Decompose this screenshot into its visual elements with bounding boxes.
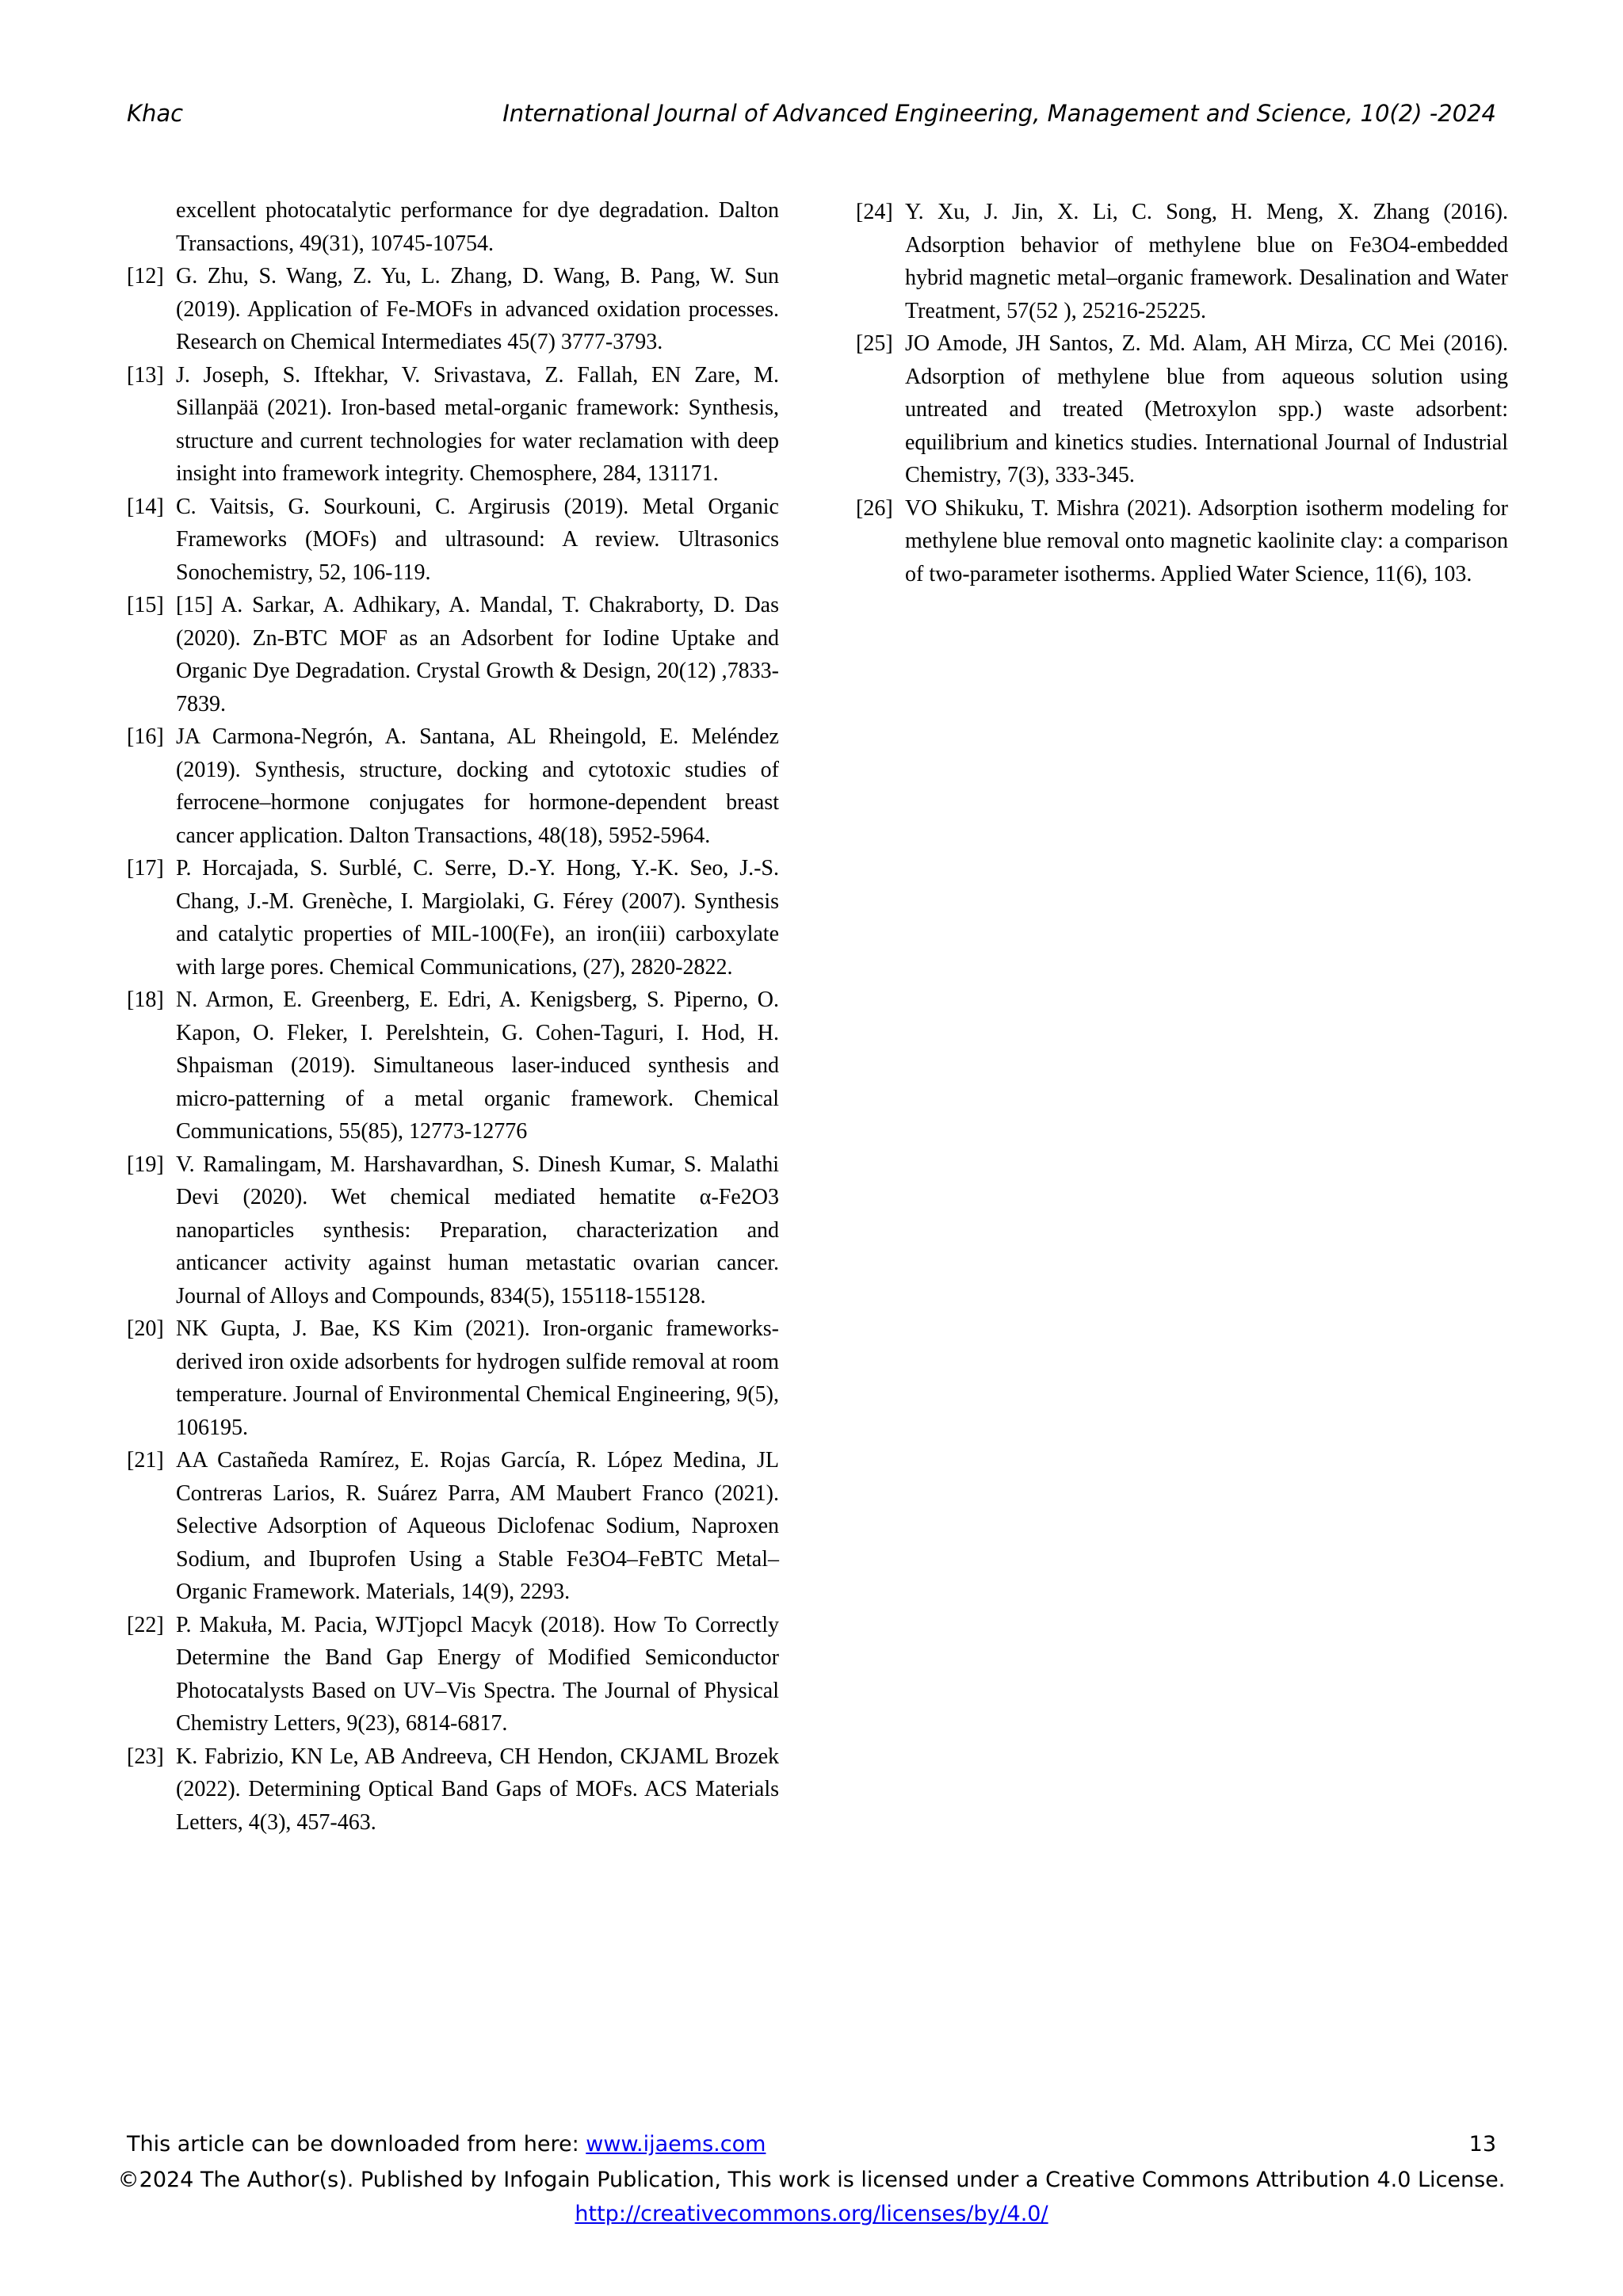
reference-text: K. Fabrizio, KN Le, AB Andreeva, CH Hendon, CKJAML Brozek (2022). Determining Optical Band Gaps of MOFs. ACS Materials Letters, 4(3), 457-463. [176,1744,779,1835]
reference-item [127,852,779,984]
reference-text: AA Castañeda Ramírez, E. Rojas García, R. López Medina, JL Contreras Larios, R. Suárez Parra, AM Maubert Franco (2021). Selective Adsorption of Aqueous Diclofenac Sodium, Naproxen Sodium, and Ibuprofen Using a Stable Fe3O4–FeBTC Metal–Organic Framework. Materials, 14(9), 2293. [176,1448,779,1604]
reference-number: [17] [127,856,164,881]
reference-item [127,1444,779,1609]
reference-text: P. Makuła, M. Pacia, WJTjopcl Macyk (2018). How To Correctly Determine the Band Gap Energy of Modified Semiconductor Photocatalysts Based on UV–Vis Spectra. The Journal of Physical Chemistry Letters, 9(23), 6814-6817. [176,1612,779,1736]
reference-text: excellent photocatalytic performance for dye degradation. Dalton Transactions, 49(31), 10745-10754. [176,198,779,256]
reference-item [127,194,779,260]
reference-text: Y. Xu, J. Jin, X. Li, C. Song, H. Meng, X. Zhang (2016). Adsorption behavior of methylene blue on Fe3O4-embedded hybrid magnetic metal–organic framework. Desalination and Water Treatment, 57(52 ), 25216-25225. [905,200,1508,323]
references-right-column [856,196,1508,590]
header-journal-title: International Journal of Advanced Engineering, Management and Science, 10(2) -2024 [502,100,1496,127]
header-author: Khac [127,100,184,127]
reference-number: [14] [127,494,164,519]
footer-download-line [127,2132,1496,2164]
running-header [127,100,1496,132]
reference-number: [15] [127,593,164,617]
reference-text: J. Joseph, S. Iftekhar, V. Srivastava, Z. Fallah, EN Zare, M. Sillanpää (2021). Iron-based metal-organic framework: Synthesis, structure and current technologies for water reclamation with deep insight into framework integrity. Chemosphere, 284, 131171. [176,362,779,486]
reference-number: [13] [127,362,164,388]
journal-website-link[interactable]: www.ijaems.com [586,2132,766,2157]
reference-item [127,1609,779,1740]
footer-license-text: ©2024 The Author(s). Published by Infogain Publication, This work is licensed under a Creative Commons Attribution 4.0 License. [117,2168,1506,2192]
reference-item [127,1312,779,1444]
reference-item [127,589,779,720]
reference-text: G. Zhu, S. Wang, Z. Yu, L. Zhang, D. Wang, B. Pang, W. Sun (2019). Application of Fe-MOFs in advanced oxidation processes. Research on Chemical Intermediates 45(7) 3777-3793. [176,264,779,354]
reference-item [127,260,779,359]
reference-number: [26] [856,495,893,521]
reference-number: [18] [127,988,164,1012]
reference-number: [23] [127,1744,164,1769]
reference-text: V. Ramalingam, M. Harshavardhan, S. Dinesh Kumar, S. Malathi Devi (2020). Wet chemical mediated hematite α-Fe2O3 nanoparticles synthesis: Preparation, characterization and anticancer activity against human metastatic ovarian cancer. Journal of Alloys and Compounds, 834(5), 155118-155128. [176,1152,779,1308]
license-link[interactable]: http://creativecommons.org/licenses/by/4.0/ [575,2202,1048,2226]
reference-item [127,1148,779,1313]
footer-license-line [0,2202,1623,2226]
footer-download-prefix: This article can be downloaded from here: [127,2132,586,2157]
reference-text: [15] A. Sarkar, A. Adhikary, A. Mandal, T. Chakraborty, D. Das (2020). Zn-BTC MOF as an Adsorbent for Iodine Uptake and Organic Dye Degradation. Crystal Growth & Design, 20(12) ,7833-7839. [176,593,779,716]
references-left-column [127,194,779,1839]
reference-number: [24] [856,200,893,224]
reference-number: [12] [127,264,164,288]
reference-text: P. Horcajada, S. Surblé, C. Serre, D.-Y. Hong, Y.-K. Seo, J.-S. Chang, J.-M. Grenèche, I. Margiolaki, G. Férey (2007). Synthesis and catalytic properties of MIL-100(Fe), an iron(iii) carboxylate with large pores. Chemical Communications, (27), 2820-2822. [176,856,779,980]
reference-text: N. Armon, E. Greenberg, E. Edri, A. Kenigsberg, S. Piperno, O. Kapon, O. Fleker, I. Perelshtein, G. Cohen-Taguri, I. Hod, H. Shpaisman (2019). Simultaneous laser-induced synthesis and micro-patterning of a metal organic framework. Chemical Communications, 55(85), 12773-12776 [176,988,779,1144]
reference-number: [19] [127,1152,164,1177]
reference-number: [16] [127,724,164,749]
reference-text: VO Shikuku, T. Mishra (2021). Adsorption isotherm modeling for methylene blue removal onto magnetic kaolinite clay: a comparison of two-parameter isotherms. Applied Water Science, 11(6), 103. [905,495,1508,586]
reference-text: JO Amode, JH Santos, Z. Md. Alam, AH Mirza, CC Mei (2016). Adsorption of methylene blue from aqueous solution using untreated and treated (Metroxylon spp.) waste adsorbent: equilibrium and kinetics studies. International Journal of Industrial Chemistry, 7(3), 333-345. [905,331,1508,487]
reference-number: [21] [127,1448,164,1473]
reference-text: JA Carmona-Negrón, A. Santana, AL Rheingold, E. Meléndez (2019). Synthesis, structure, docking and cytotoxic studies of ferrocene–hormone conjugates for hormone-dependent breast cancer application. Dalton Transactions, 48(18), 5952-5964. [176,724,779,848]
reference-item [856,196,1508,327]
footer-download-text [127,2132,766,2157]
reference-item [127,984,779,1148]
reference-item [127,720,779,852]
reference-item [127,359,779,491]
page-number: 13 [1468,2132,1496,2157]
reference-number: [25] [856,331,893,356]
reference-number: [22] [127,1612,164,1637]
reference-item [856,327,1508,492]
reference-number: [20] [127,1316,164,1341]
reference-text: C. Vaitsis, G. Sourkouni, C. Argirusis (2019). Metal Organic Frameworks (MOFs) and ultrasound: A review. Ultrasonics Sonochemistry, 52, 106-119. [176,494,779,585]
reference-item [127,1740,779,1839]
reference-item [856,492,1508,591]
reference-text: NK Gupta, J. Bae, KS Kim (2021). Iron-organic frameworks-derived iron oxide adsorbents for hydrogen sulfide removal at room temperature. Journal of Environmental Chemical Engineering, 9(5), 106195. [176,1316,779,1440]
reference-item [127,491,779,590]
